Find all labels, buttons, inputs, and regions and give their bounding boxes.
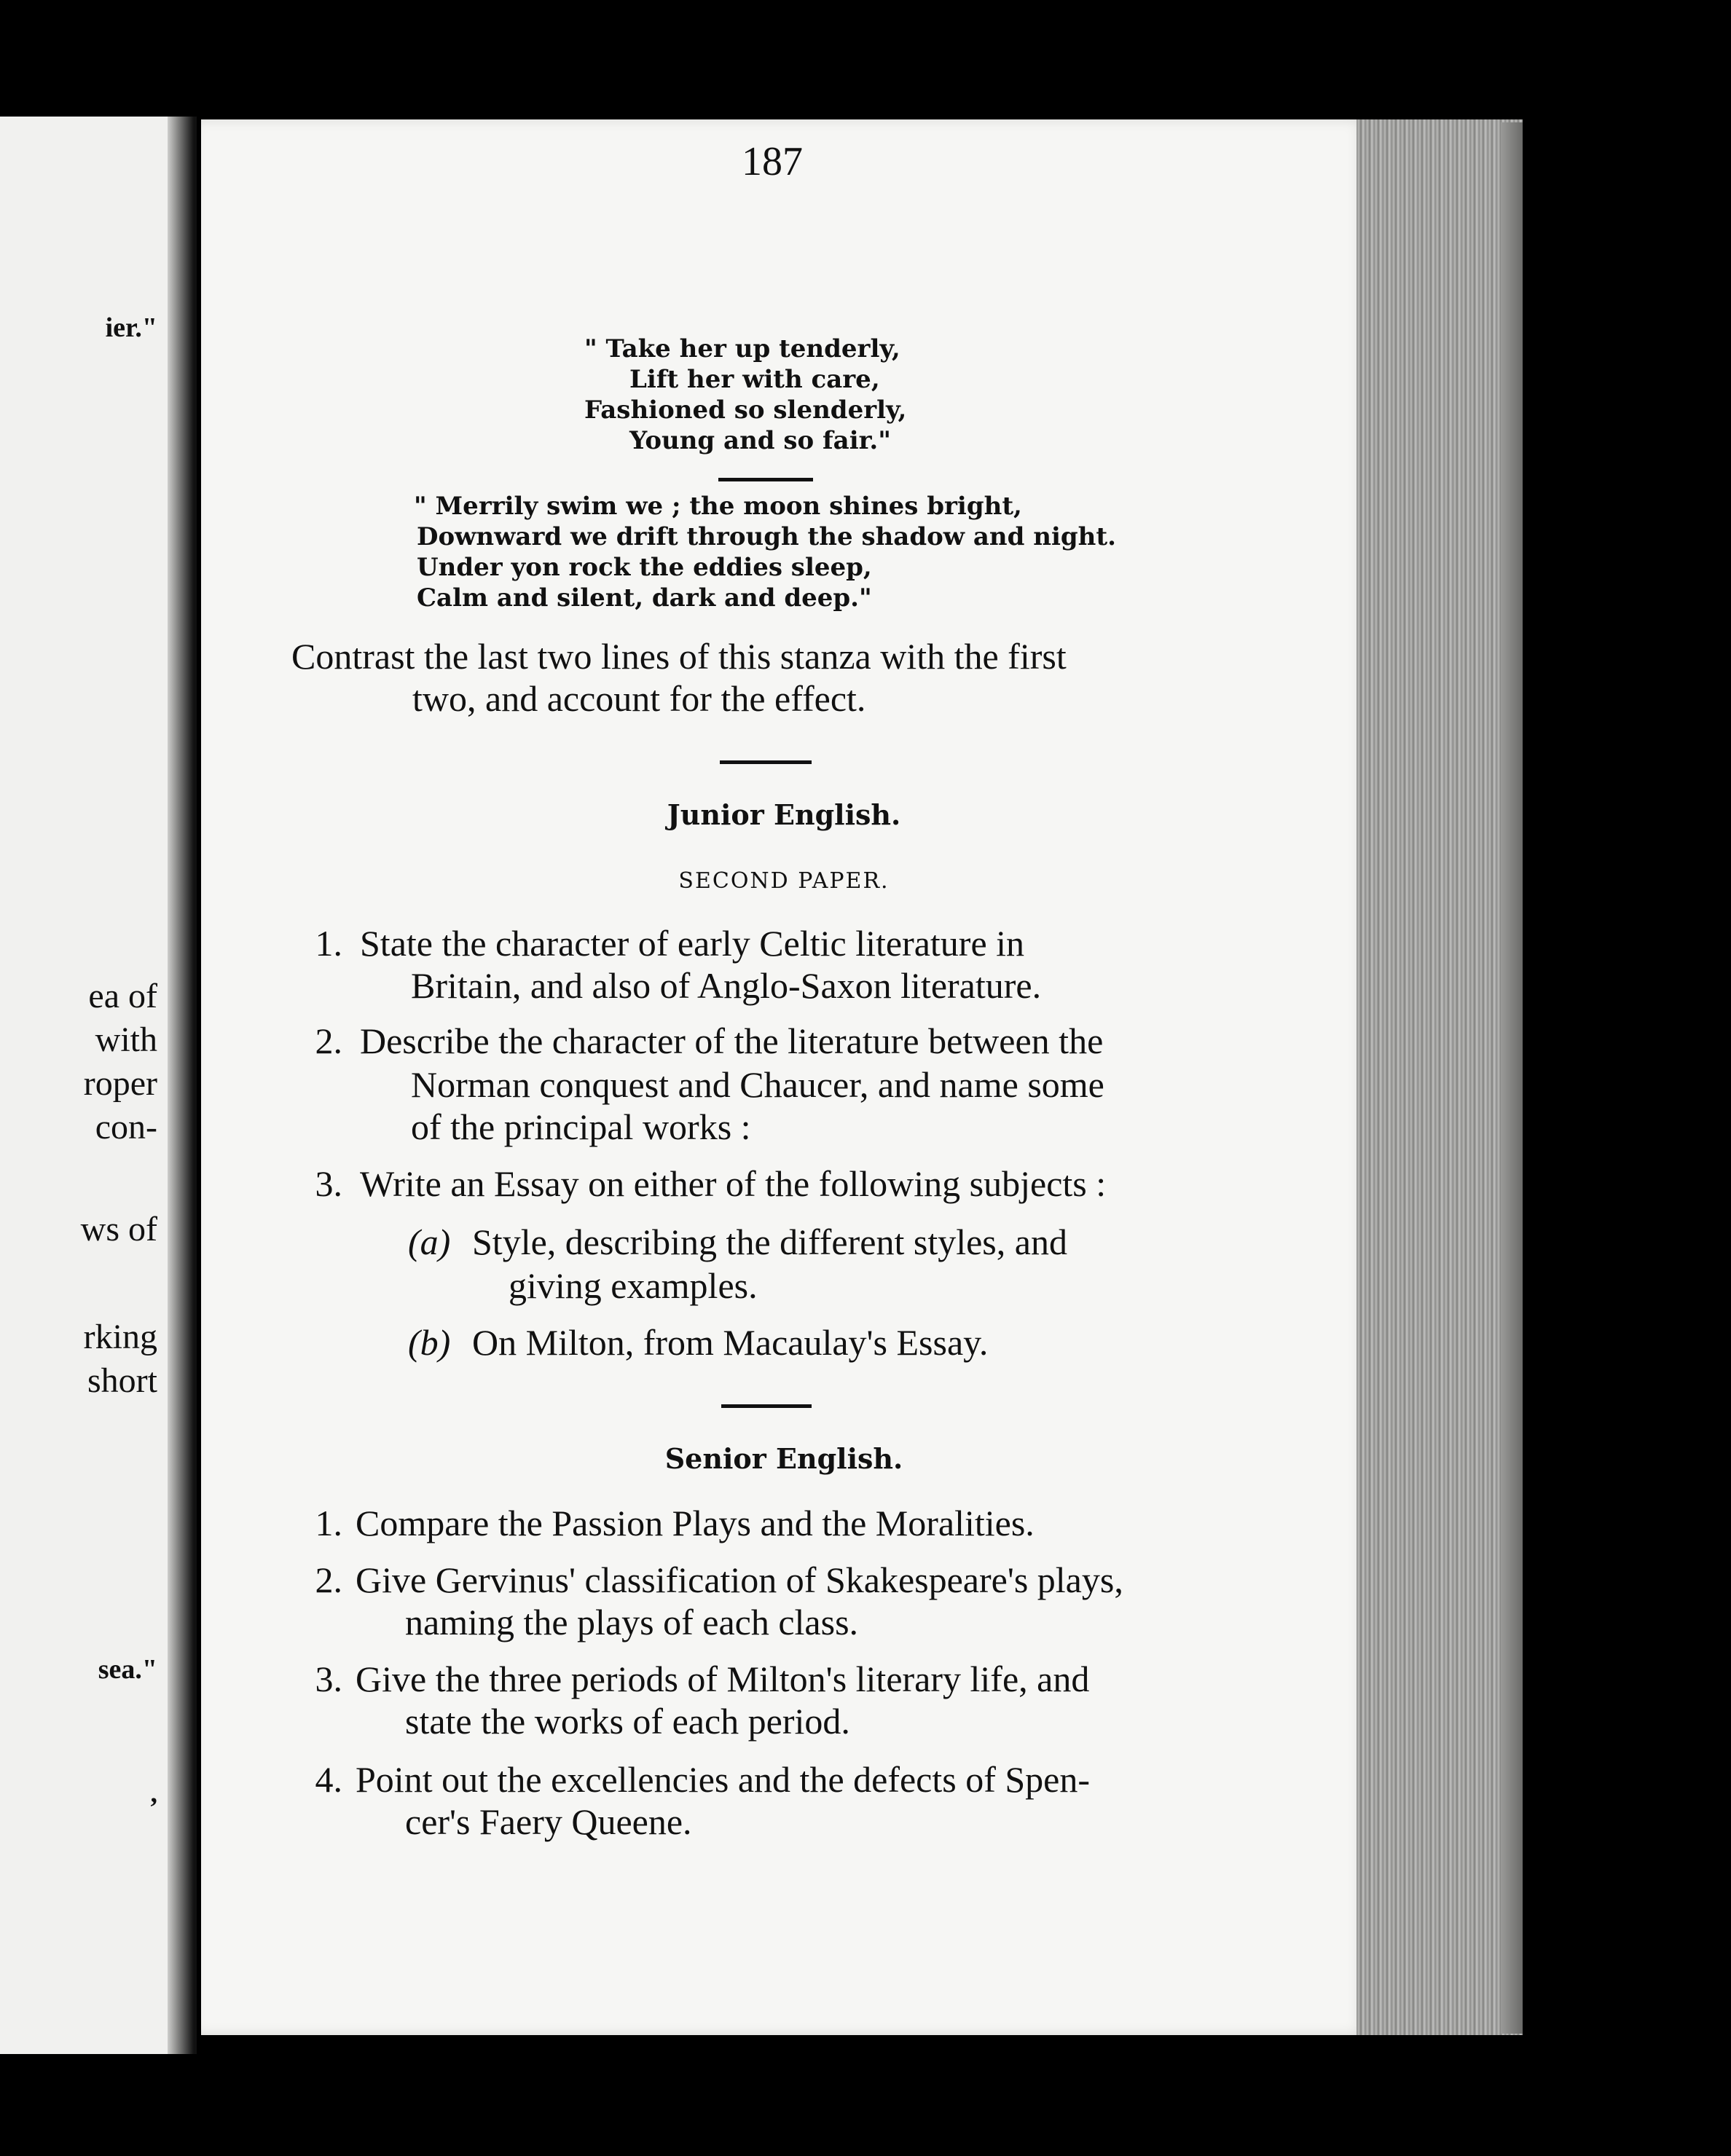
- question-text: Compare the Passion Plays and the Moralities.: [356, 1503, 1035, 1543]
- facing-page-text: ws of: [80, 1210, 157, 1248]
- facing-page-text: sea.": [98, 1654, 157, 1685]
- facing-page-text: ier.": [105, 312, 157, 343]
- question-number: 3.: [315, 1659, 342, 1699]
- facing-page-text: with: [95, 1020, 157, 1059]
- question-number: 3.: [315, 1163, 342, 1204]
- question-number: 2.: [315, 1559, 342, 1600]
- facing-page-text: rking: [83, 1318, 157, 1356]
- question-text: of the principal works :: [411, 1106, 751, 1147]
- poem-line: Young and so fair.": [629, 426, 891, 455]
- section-divider: [718, 478, 813, 481]
- poem-line: Downward we drift through the shadow and night.: [417, 522, 1116, 551]
- poem-line: Under yon rock the eddies sleep,: [417, 553, 872, 582]
- book-gutter: [168, 117, 197, 2054]
- section-subheading: SECOND PAPER.: [678, 868, 890, 894]
- question-text: Norman conquest and Chaucer, and name some: [411, 1064, 1104, 1105]
- page-edges: [1357, 119, 1523, 2035]
- question-text: Contrast the last two lines of this stanza with the first: [291, 636, 1067, 677]
- facing-page-text: roper: [83, 1064, 157, 1103]
- question-text: state the works of each period.: [405, 1701, 850, 1742]
- section-heading: Senior English.: [664, 1442, 903, 1475]
- facing-page-text: con-: [95, 1108, 157, 1146]
- question-text: Write an Essay on either of the following subjects :: [360, 1163, 1107, 1204]
- question-text: Describe the character of the literature between the: [360, 1020, 1104, 1061]
- sub-item-text: giving examples.: [509, 1265, 758, 1306]
- page-number: 187: [742, 139, 803, 184]
- facing-page-text: short: [87, 1361, 157, 1400]
- question-number: 4.: [315, 1759, 342, 1800]
- question-text: State the character of early Celtic literature in: [360, 923, 1025, 964]
- question-number: 1.: [315, 1503, 342, 1543]
- question-text: Point out the excellencies and the defects of Spen-: [356, 1759, 1091, 1800]
- question-text: naming the plays of each class.: [405, 1602, 859, 1642]
- facing-page-text: ,: [150, 1778, 157, 1809]
- question-number: 2.: [315, 1020, 342, 1061]
- sub-item-text: Style, describing the different styles, and: [472, 1221, 1067, 1262]
- poem-line: Calm and silent, dark and deep.": [417, 583, 872, 613]
- question-text: Give Gervinus' classification of Skakespeare's plays,: [356, 1559, 1123, 1600]
- poem-line: Lift her with care,: [629, 365, 880, 394]
- sub-item-label: (a): [408, 1221, 451, 1262]
- question-text: two, and account for the effect.: [412, 678, 866, 719]
- sub-item-text: On Milton, from Macaulay's Essay.: [472, 1322, 989, 1363]
- question-text: Britain, and also of Anglo-Saxon literature.: [411, 965, 1042, 1006]
- facing-page-text: ea of: [88, 977, 157, 1015]
- question-text: Give the three periods of Milton's literary life, and: [356, 1659, 1090, 1699]
- section-divider: [720, 760, 812, 764]
- sub-item-label: (b): [408, 1322, 451, 1363]
- facing-page-fragment: [0, 117, 168, 2054]
- question-number: 1.: [315, 923, 342, 964]
- poem-line: " Take her up tenderly,: [584, 334, 900, 363]
- poem-line: " Merrily swim we ; the moon shines bright,: [414, 492, 1022, 521]
- poem-line: Fashioned so slenderly,: [584, 396, 907, 425]
- section-divider: [721, 1404, 812, 1408]
- page-edges-shadow: [1501, 122, 1523, 2034]
- question-text: cer's Faery Queene.: [405, 1801, 692, 1842]
- section-heading: Junior English.: [667, 798, 901, 831]
